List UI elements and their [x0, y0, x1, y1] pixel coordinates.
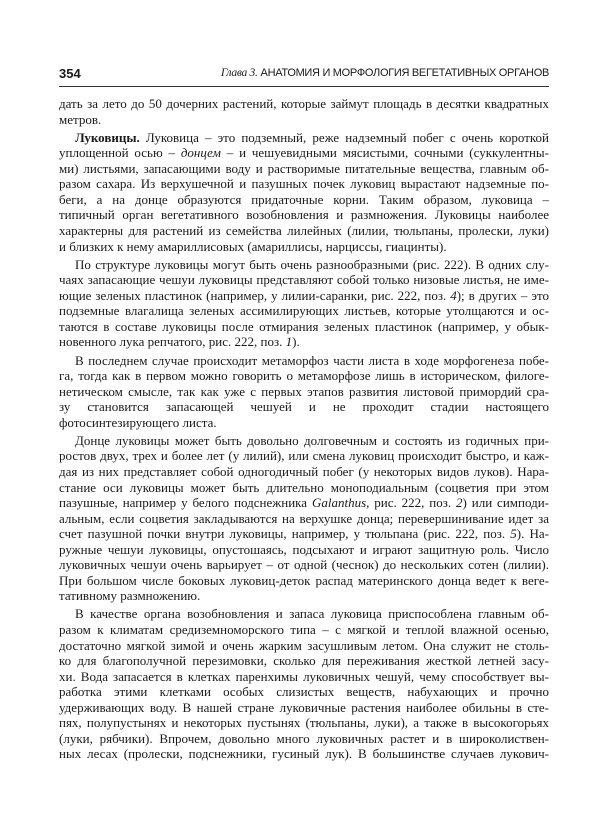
- text-run: га, тогда как в первом можно говорить о метаморфозе лишь в историческом, филоге-: [59, 368, 549, 384]
- text-run: работка этими клетками особых слизистых веществ, набухающих и прочно: [59, 684, 549, 700]
- text-run: – и чешуевидными мясистыми, сочными (суккулентны-: [220, 145, 549, 161]
- text-run: чаях запасающие чешуи луковицы представляют собой только низовые листья, не име-: [59, 272, 549, 288]
- text-line: [59, 239, 549, 255]
- italic-text: 2: [456, 495, 463, 511]
- text-run: Луковица – это подземный, реже надземный побег с очень короткой: [139, 129, 549, 145]
- italic-text: 5: [510, 526, 517, 542]
- text-run: хи. Вода запасается в клетках паренхимы луковичных чешуй, чему способствует вы-: [59, 668, 549, 684]
- text-run: фотосинтезирующего листа.: [59, 414, 217, 430]
- text-run: таются в составе луковицы после отмирания зеленых пластинок (например, у обык-: [59, 318, 549, 334]
- text-run: ных лесах (пролески, подснежники, гусиный лук). В большинстве случаев лукович-: [59, 746, 549, 762]
- text-run: разом к климатам средиземноморского типа – с мягкой и теплой влажной осенью,: [59, 622, 549, 638]
- text-line: [59, 526, 549, 542]
- paragraph: [59, 433, 549, 604]
- text-line: [59, 145, 549, 161]
- text-line: [59, 448, 549, 464]
- text-run: дать за лето до 50 дочерних растений, которые займут площадь в десятки квадратных: [59, 96, 549, 111]
- text-line: [59, 288, 549, 304]
- text-run: ) или симподи-: [462, 495, 549, 511]
- paragraph: [59, 130, 549, 254]
- text-line: [59, 384, 549, 400]
- text-run: счет пазушной почки внутри луковицы, например, у тюльпана (рис. 222, поз.: [59, 526, 511, 542]
- text-line: [59, 130, 549, 146]
- text-line: [59, 700, 549, 716]
- italic-text: Galanthus: [311, 495, 367, 511]
- text-line: [59, 176, 549, 192]
- text-run: характерны для растений из семейства лилейных (лилии, тюльпаны, пролески, луки): [59, 222, 549, 238]
- text-run: новенного лука репчатого, рис. 222, поз.: [59, 334, 286, 350]
- text-run: дая из них представляет собой одногодичный побег (у некоторых видов луков). Нара-: [59, 463, 549, 479]
- text-line: [59, 223, 549, 239]
- text-run: ). На-: [516, 526, 549, 542]
- text-run: уплощенной осью –: [59, 145, 181, 161]
- text-line: [59, 542, 549, 558]
- text-line: [59, 573, 549, 589]
- text-run: пях, полупустынях и некоторых пустынях (тюльпаны, луки), а также в высокогорьях: [59, 715, 549, 731]
- running-head: [221, 67, 549, 79]
- text-line: [59, 415, 549, 431]
- text-line: [59, 207, 549, 223]
- text-line: [59, 192, 549, 208]
- text-line: [59, 557, 549, 573]
- text-run: ко для благополучной перезимовки, сколько для переживания жесткой летней засу-: [59, 653, 549, 669]
- text-run: (луки, рябчики). Впрочем, довольно много луковичных растет и в широколиствен-: [59, 730, 549, 746]
- text-run: ми) листьями, запасающими воду и растворимые питательные вещества, главным об-: [59, 160, 549, 176]
- text-line: [59, 480, 549, 496]
- text-run: ющие зеленых пластинок (например, у лилии-саранки, рис. 222, поз.: [59, 287, 451, 303]
- text-line: [59, 746, 549, 762]
- page-body: [59, 96, 549, 765]
- text-run: удерживающих воду. В нашей стране луковичные растения наиболее обильны в сте-: [59, 699, 549, 715]
- text-run: , рис. 222, поз.: [366, 495, 457, 511]
- text-line: [59, 622, 549, 638]
- page-number: 354: [59, 66, 81, 81]
- text-line: [59, 669, 549, 685]
- text-run: ).: [292, 334, 300, 350]
- paragraph: [59, 606, 549, 761]
- text-run: подземные влагалища зеленых ассимилирующих листьев, которые утолщаются и ос-: [59, 303, 549, 319]
- text-line: [59, 464, 549, 480]
- text-run: ростов двух, трех и более лет (у лилий), или смена луковиц происходит быстро, и каж-: [59, 448, 549, 464]
- text-run: достаточно мягкой зимой и очень жарким засушливым летом. Она служит не столь-: [59, 637, 549, 653]
- chapter-title: АНАТОМИЯ И МОРФОЛОГИЯ ВЕГЕТАТИВНЫХ ОРГАНОВ: [260, 67, 549, 79]
- text-run: В последнем случае происходит метаморфоз части листа в ходе морфогенеза побе-: [75, 352, 549, 368]
- italic-text: донцем: [180, 145, 221, 161]
- text-line: [59, 433, 549, 449]
- text-line: [59, 272, 549, 288]
- text-line: [59, 399, 549, 415]
- text-run: ружные чешуи луковицы, опустошаясь, подсыхают и играют защитную роль. Число: [59, 541, 549, 557]
- text-run: метров.: [59, 111, 102, 127]
- text-run: тативному размножению.: [59, 588, 201, 604]
- text-line: [59, 257, 549, 273]
- text-run: типичный орган вегетативного возобновления и размножения. Луковицы наиболее: [59, 207, 549, 223]
- text-run: ); в других – это: [456, 287, 549, 303]
- text-line: [59, 303, 549, 319]
- text-line: [59, 112, 549, 128]
- italic-text: 1: [285, 334, 293, 350]
- text-line: [59, 161, 549, 177]
- text-line: [59, 353, 549, 369]
- chapter-label: Глава 3.: [220, 67, 258, 79]
- text-line: [59, 715, 549, 731]
- text-line: [59, 638, 549, 654]
- text-line: [59, 334, 549, 350]
- text-run: пазушные, например у белого подснежника: [59, 495, 312, 511]
- text-run: При большом числе боковых луковиц-деток распад материнского донца ведет к веге-: [59, 572, 549, 588]
- paragraph: [59, 353, 549, 431]
- text-run: Донце луковицы может быть довольно долговечным и состоять из годичных при-: [75, 432, 549, 448]
- text-line: [59, 319, 549, 335]
- text-run: стание оси луковицы может быть длительно моноподиальным (соцветия при этом: [59, 479, 549, 495]
- text-line: [59, 684, 549, 700]
- text-run: В качестве органа возобновления и запаса луковица приспособлена главным об-: [75, 606, 549, 622]
- text-line: [59, 653, 549, 669]
- text-line: [59, 368, 549, 384]
- text-line: [59, 606, 549, 622]
- text-line: [59, 588, 549, 604]
- text-run: беги, а на донце образуются придаточные корни. Таким образом, луковица –: [59, 191, 549, 207]
- text-run: луковичных чешуи очень варьирует – от одной (чеснок) до нескольких сотен (лилии).: [59, 557, 549, 573]
- paragraph: [59, 257, 549, 350]
- text-run: зу становится запасающей чешуей и не проходит стадии настоящего: [59, 399, 549, 415]
- text-run: нетическом смысле, так как уже с первых этапов развития листовой примордий сра-: [59, 383, 549, 399]
- text-run: разом сахара. Из верхушечной и пазушных почек луковиц вырастают надземные по-: [59, 176, 549, 192]
- running-header: [59, 66, 549, 87]
- text-line: [59, 511, 549, 527]
- text-run: альным, если соцветия закладываются на верхушке донца; перевершинивание идет за: [59, 510, 549, 526]
- text-run: и близких к нему амариллисовых (амариллисы, нарциссы, гиацинты).: [59, 238, 447, 254]
- text-run: По структуре луковицы могут быть очень разнообразными (рис. 222). В одних слу-: [75, 256, 549, 272]
- text-line: [59, 731, 549, 747]
- paragraph: [59, 96, 549, 127]
- italic-text: 4: [450, 287, 457, 303]
- bold-term: Луковицы.: [75, 129, 140, 145]
- text-line: [59, 96, 549, 112]
- text-line: [59, 495, 549, 511]
